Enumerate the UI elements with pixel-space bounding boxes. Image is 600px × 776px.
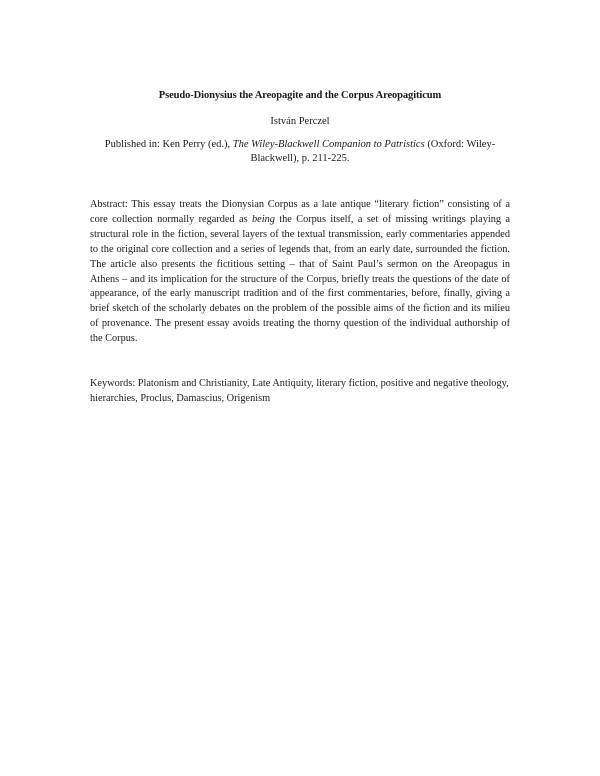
abstract-text-start: Abstract: This essay treats the Dionysian Corpus as a late antique “literary fiction” consisting of a core collection normally regarded as: [90, 199, 510, 225]
book-title: The Wiley-Blackwell Companion to Patristics: [232, 139, 425, 150]
abstract-paragraph: [90, 198, 510, 347]
abstract-emphasis: being: [251, 213, 275, 225]
abstract-text-end: the Corpus itself, a set of missing writings playing a structural role in the fiction, several layers of the textual transmission, early commentaries appended to the original core collection and a series of legends that, from an early date, surrounded the fiction. The article also presents the fictitious setting – that of Saint Paul’s sermon on the Areopagus in Athens – and its implication for the structure of the Corpus, briefly treats the questions of the date of appearance, of the early manuscript tradition and of the first commentaries, before, finally, giving a brief sketch of the scholarly debates on the problem of the possible aims of the fiction and its milieu of provenance. The present essay avoids treating the thorny question of the individual authorship of the Corpus.: [90, 213, 510, 345]
author-name: István Perczel: [270, 116, 330, 127]
publication-prefix: Published in: Ken Perry (ed.),: [104, 139, 233, 150]
keywords-paragraph: Keywords: Platonism and Christianity, Late Antiquity, literary fiction, positive and negative theology, hierarchies, Proclus, Damascius, Origenism: [90, 378, 509, 404]
publication-suffix: (Oxford: Wiley-Blackwell), p. 211-225.: [250, 139, 496, 164]
publication-info: [90, 138, 510, 166]
paper-title: Pseudo-Dionysius the Areopagite and the Corpus Areopagiticum: [158, 90, 442, 101]
